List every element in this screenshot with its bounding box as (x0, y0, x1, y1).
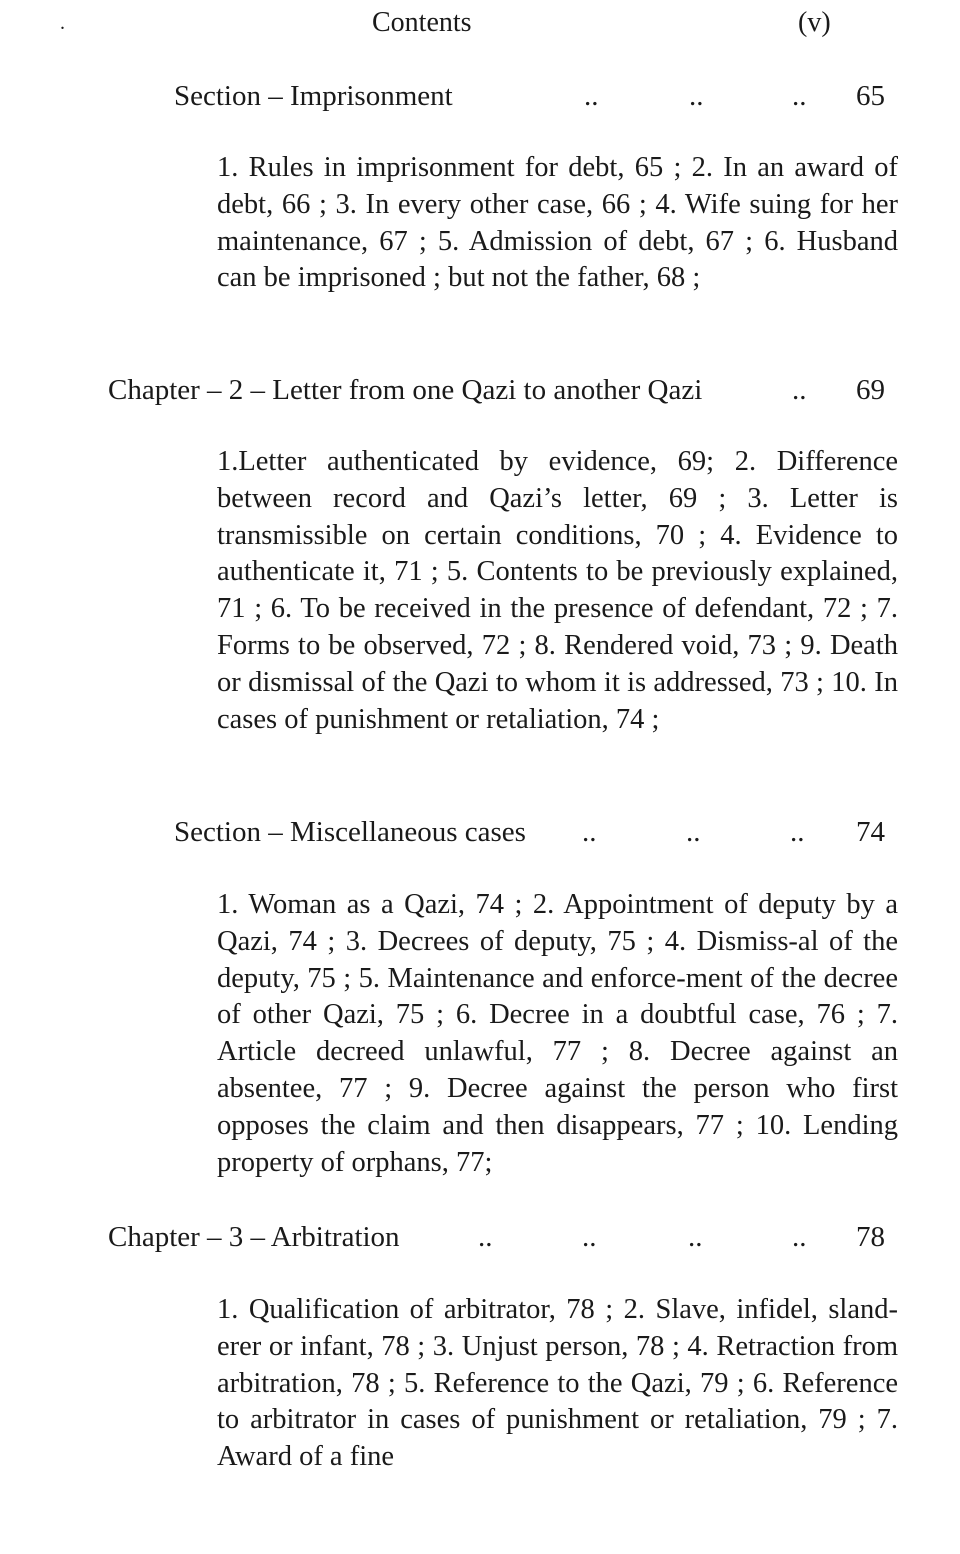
toc-page-number: 65 (856, 80, 885, 112)
leader-dots: .. (792, 1221, 807, 1253)
toc-entry-heading (174, 78, 894, 114)
leader-dots: .. (790, 816, 805, 848)
running-head-title: Contents (372, 7, 472, 38)
leader-dots: .. (582, 1221, 597, 1253)
toc-entry-heading (174, 814, 894, 850)
toc-heading-text: Section – Imprisonment (174, 80, 453, 112)
leader-dots: .. (689, 80, 704, 112)
leader-dots: .. (686, 816, 701, 848)
stray-mark: . (60, 12, 65, 34)
toc-entry-heading (108, 1219, 898, 1255)
toc-entry-summary: 1. Rules in imprisonment for debt, 65 ; 2. In an award of debt, 66 ; 3. In every other case, 66 ; 4. Wife suing for her maintenance, 67 ; 5. Admission of debt, 67 ; 6. Husband can be imprisoned ; but not the father, 68 ; (217, 152, 898, 294)
toc-heading-text: Chapter – 3 – Arbitration (108, 1221, 400, 1253)
leader-dots: .. (792, 374, 807, 406)
toc-entry-summary: 1. Qualification of arbitrator, 78 ; 2. Slave, infidel, sland-erer or infant, 78 ; 3. Unjust person, 78 ; 4. Retraction from arbitration, 78 ; 5. Reference to the Qazi, 79 ; 6. Reference to arbitrator in cases of punishment or retaliation, 79 ; 7. Award of a fine (217, 1294, 898, 1473)
leader-dots: .. (792, 80, 807, 112)
toc-entry-summary: 1.Letter authenticated by evidence, 69; 2. Difference between record and Qazi’s letter, 69 ; 3. Letter is transmissible on certain conditions, 70 ; 4. Evidence to authenticate it, 71 ; 5. Contents to be previously explained, 71 ; 6. To be received in the presence of defendant, 72 ; 7. Forms to be observed, 72 ; 8. Rendered void, 73 ; 9. Death or dismissal of the Qazi to whom it is addressed, 73 ; 10. In cases of punishment or retaliation, 74 ; (217, 446, 898, 735)
toc-entry-heading (108, 372, 898, 408)
toc-heading-text: Section – Miscellaneous cases (174, 816, 526, 848)
running-head-page-number: (v) (798, 7, 831, 38)
leader-dots: .. (584, 80, 599, 112)
toc-page-number: 74 (856, 816, 885, 848)
toc-entry-summary: 1. Woman as a Qazi, 74 ; 2. Appointment of deputy by a Qazi, 74 ; 3. Decrees of deputy, 75 ; 4. Dismiss-al of the deputy, 75 ; 5. Maintenance and enforce-ment of the decree of other Qazi, 75 ; 6. Decree in a doubtful case, 76 ; 7. Article decreed unlawful, 77 ; 8. Decree against an absentee, 77 ; 9. Decree against the person who first opposes the claim and then disappears, 77 ; 10. Lending property of orphans, 77; (217, 889, 898, 1178)
toc-page-number: 69 (856, 374, 885, 406)
leader-dots: .. (688, 1221, 703, 1253)
leader-dots: .. (478, 1221, 493, 1253)
leader-dots: .. (582, 816, 597, 848)
toc-page-number: 78 (856, 1221, 885, 1253)
toc-heading-text: Chapter – 2 – Letter from one Qazi to another Qazi (108, 374, 703, 406)
